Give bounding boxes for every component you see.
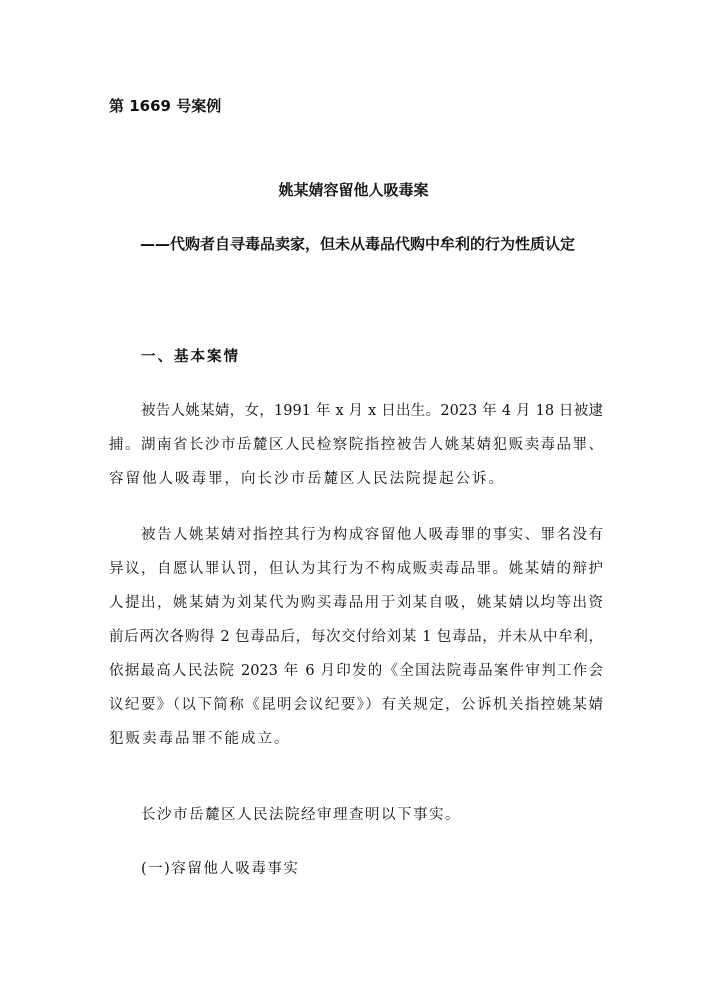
paragraph-court-findings: 长沙市岳麓区人民法院经审理查明以下事实。 — [141, 807, 461, 823]
text-line: 人提出，姚某婧为刘某代为购买毒品用于刘某自吸，姚某婧以均等出资 — [109, 595, 603, 611]
text-line: 犯贩卖毒品罪不能成立。 — [109, 731, 291, 747]
subsection-heading-harboring: (一)容留他人吸毒事实 — [141, 861, 300, 877]
text-line: 异议，自愿认罪认罚，但认为其行为不构成贩卖毒品罪。姚某婧的辩护 — [109, 561, 603, 577]
text-line: 被告人姚某婧对指控其行为构成容留他人吸毒罪的事实、罪名没有 — [141, 527, 603, 543]
paragraph-defense-argument — [109, 518, 603, 756]
text-line: 前后两次各购得 2 包毒品后，每次交付给刘某 1 包毒品，并未从中牟利， — [109, 629, 603, 645]
case-subtitle: ——代购者自寻毒品卖家，但未从毒品代购中牟利的行为性质认定 — [140, 235, 576, 253]
text-line: 被告人姚某婧，女，1991 年 x 月 x 日出生。2023 年 4 月 18 日被逮 — [141, 403, 603, 419]
text-line: 容留他人吸毒罪，向长沙市岳麓区人民法院提起公诉。 — [109, 471, 505, 487]
text-line: 捕。湖南省长沙市岳麓区人民检察院指控被告人姚某婧犯贩卖毒品罪、 — [109, 437, 603, 453]
text-line: 议纪要》（以下简称《昆明会议纪要》）有关规定，公诉机关指控姚某婧 — [109, 697, 603, 713]
case-number: 第 1669 号案例 — [109, 97, 222, 115]
paragraph-defendant-info — [109, 394, 603, 496]
case-title: 姚某婧容留他人吸毒案 — [278, 181, 429, 199]
text-line: 依据最高人民法院 2023 年 6 月印发的《全国法院毒品案件审判工作会 — [109, 663, 603, 679]
section-heading-basic-facts: 一、基本案情 — [141, 349, 240, 365]
